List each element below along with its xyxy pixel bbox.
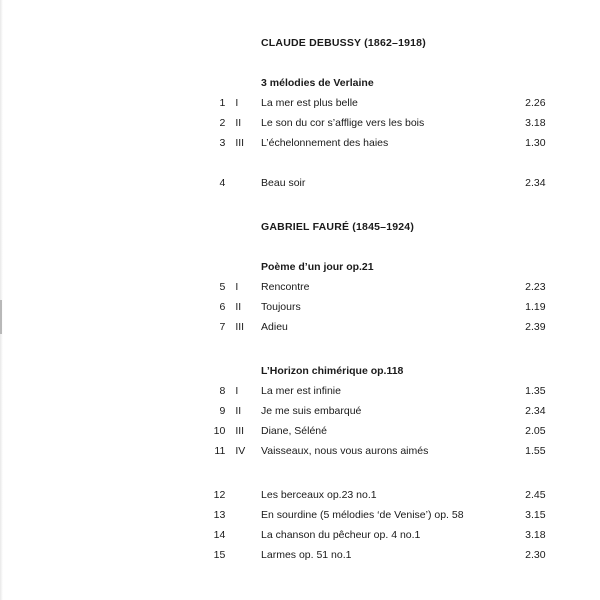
gutter	[0, 508, 203, 528]
table-row[interactable]	[0, 280, 600, 300]
track-number: 4	[219, 177, 226, 189]
movement-numeral: I	[235, 97, 239, 109]
gutter	[0, 116, 203, 136]
track-title: La chanson du pêcheur op. 4 no.1	[261, 529, 421, 541]
gutter	[0, 548, 203, 568]
track-duration	[524, 260, 600, 280]
track-number: 3	[219, 137, 226, 149]
table-row[interactable]	[0, 96, 600, 116]
gutter	[0, 260, 203, 280]
track-number: 13	[213, 509, 226, 521]
track-title: Rencontre	[261, 281, 310, 293]
track-number: 1	[219, 97, 226, 109]
track-duration: 2.23	[525, 281, 546, 293]
track-listing-table	[0, 36, 600, 568]
gutter	[0, 404, 203, 424]
track-number: 6	[219, 301, 226, 313]
gutter	[0, 384, 203, 404]
table-row[interactable]	[0, 116, 600, 136]
table-row[interactable]	[0, 384, 600, 404]
track-title: Beau soir	[261, 177, 306, 189]
track-title: La mer est infinie	[261, 385, 341, 397]
top-padding	[0, 0, 600, 36]
track-title: Le son du cor s’afflige vers les bois	[261, 117, 425, 129]
work-heading-row	[0, 76, 600, 96]
track-duration: 2.34	[525, 405, 546, 417]
composer-name: GABRIEL FAURÉ (1845–1924)	[261, 221, 415, 233]
track-number: 8	[219, 385, 226, 397]
track-duration: 1.55	[525, 445, 546, 457]
track-number: 2	[219, 117, 226, 129]
track-duration: 3.18	[525, 529, 546, 541]
track-number: 14	[213, 529, 226, 541]
gutter	[0, 444, 203, 464]
gutter	[0, 280, 203, 300]
movement-numeral	[231, 548, 260, 568]
track-duration: 2.30	[525, 549, 546, 561]
track-title: Vaisseaux, nous vous aurons aimés	[261, 445, 429, 457]
track-duration	[524, 36, 600, 56]
track-number	[203, 76, 232, 96]
gutter	[0, 36, 203, 56]
track-duration: 3.15	[525, 509, 546, 521]
track-duration	[524, 364, 600, 384]
track-duration	[524, 76, 600, 96]
track-title: En sourdine (5 mélodies ‘de Venise’) op. 58	[261, 509, 464, 521]
table-row[interactable]	[0, 176, 600, 196]
table-row[interactable]	[0, 136, 600, 156]
gutter	[0, 96, 203, 116]
spacer-row	[0, 340, 600, 364]
gutter	[0, 136, 203, 156]
table-row[interactable]	[0, 444, 600, 464]
gutter	[0, 76, 203, 96]
track-title: Adieu	[261, 321, 288, 333]
gutter	[0, 488, 203, 508]
spacer	[0, 464, 600, 488]
track-number	[203, 36, 232, 56]
gutter	[0, 528, 203, 548]
gutter	[0, 220, 203, 240]
track-listing-body	[0, 36, 600, 568]
movement-numeral: III	[235, 321, 245, 333]
track-title: L’échelonnement des haies	[261, 137, 389, 149]
track-duration	[524, 220, 600, 240]
gutter	[0, 424, 203, 444]
table-row[interactable]	[0, 528, 600, 548]
track-title: Diane, Séléné	[261, 425, 327, 437]
track-number: 10	[213, 425, 226, 437]
track-title: Larmes op. 51 no.1	[261, 549, 352, 561]
movement-numeral: I	[235, 385, 239, 397]
spacer	[0, 196, 600, 220]
composer-name: CLAUDE DEBUSSY (1862–1918)	[261, 37, 426, 49]
track-duration: 2.05	[525, 425, 546, 437]
movement-numeral: III	[235, 425, 245, 437]
table-row[interactable]	[0, 404, 600, 424]
table-row[interactable]	[0, 508, 600, 528]
movement-numeral	[231, 528, 260, 548]
movement-numeral	[231, 220, 260, 240]
track-title: Les berceaux op.23 no.1	[261, 489, 377, 501]
track-number: 9	[219, 405, 226, 417]
spacer	[0, 340, 600, 364]
track-duration: 1.30	[525, 137, 546, 149]
work-title: Poème d’un jour op.21	[261, 261, 374, 273]
track-title: Toujours	[261, 301, 301, 313]
spacer-row	[0, 240, 600, 260]
gutter	[0, 300, 203, 320]
movement-numeral: I	[235, 281, 239, 293]
track-title: Je me suis embarqué	[261, 405, 362, 417]
work-title: L’Horizon chimérique op.118	[261, 365, 404, 377]
movement-numeral: IV	[235, 445, 246, 457]
spacer	[0, 56, 600, 76]
track-number	[203, 220, 232, 240]
movement-numeral	[231, 508, 260, 528]
composer-heading-row	[0, 36, 600, 56]
spacer-row	[0, 56, 600, 76]
track-number	[203, 260, 232, 280]
composer-heading-row	[0, 220, 600, 240]
table-row[interactable]	[0, 424, 600, 444]
spacer-row	[0, 464, 600, 488]
track-duration: 2.34	[525, 177, 546, 189]
table-row[interactable]	[0, 548, 600, 568]
track-duration: 2.39	[525, 321, 546, 333]
movement-numeral: II	[235, 405, 242, 417]
track-duration: 1.19	[525, 301, 546, 313]
movement-numeral: II	[235, 117, 242, 129]
work-heading-row	[0, 260, 600, 280]
movement-numeral	[231, 260, 260, 280]
movement-numeral	[231, 76, 260, 96]
track-number	[203, 364, 232, 384]
movement-numeral	[231, 364, 260, 384]
table-row[interactable]	[0, 320, 600, 340]
track-duration: 2.45	[525, 489, 546, 501]
spacer	[0, 156, 600, 176]
table-row[interactable]	[0, 488, 600, 508]
work-heading-row	[0, 364, 600, 384]
track-number: 5	[219, 281, 226, 293]
track-duration: 2.26	[525, 97, 546, 109]
movement-numeral	[231, 36, 260, 56]
movement-numeral: III	[235, 137, 245, 149]
track-duration: 3.18	[525, 117, 546, 129]
gutter	[0, 320, 203, 340]
spacer-row	[0, 156, 600, 176]
track-number: 7	[219, 321, 226, 333]
work-title: 3 mélodies de Verlaine	[261, 77, 374, 89]
gutter	[0, 176, 203, 196]
track-duration: 1.35	[525, 385, 546, 397]
track-number: 15	[213, 549, 226, 561]
spacer	[0, 240, 600, 260]
movement-numeral: II	[235, 301, 242, 313]
spacer-row	[0, 196, 600, 220]
track-number: 12	[213, 489, 226, 501]
track-title: La mer est plus belle	[261, 97, 358, 109]
table-row[interactable]	[0, 300, 600, 320]
gutter	[0, 364, 203, 384]
movement-numeral	[231, 176, 260, 196]
track-number: 11	[214, 445, 226, 457]
movement-numeral	[231, 488, 260, 508]
